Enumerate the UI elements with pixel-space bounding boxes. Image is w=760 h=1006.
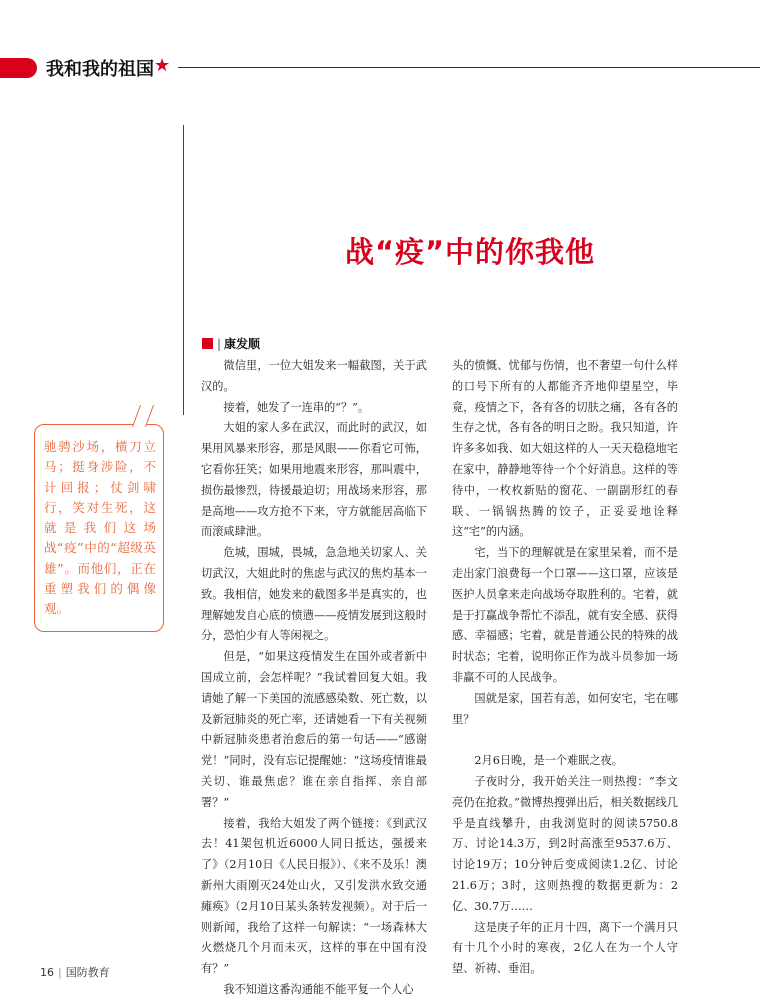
body-column-left — [201, 356, 427, 1001]
star-icon: ★ — [154, 55, 171, 76]
paragraph: 大姐的家人多在武汉，而此时的武汉，如果用风暴来形容，那是风眼——你看它可怖，它看你狂笑；如果用地震来形容，那叫震中，损伤最惨烈，待援最迫切；用战场来形容，那是高地——攻方抢不下来，守方就能居高临下而滚咸肆泄。 — [201, 421, 427, 539]
author-name: 康发顺 — [224, 337, 261, 351]
author-divider: | — [217, 336, 222, 351]
paragraph: 子夜时分，我开始关注一则热搜：“李文亮仍在抢救。”微博热搜弹出后，相关数据线几乎是直线攀升，由我浏览时的阅读5750.8万、讨论14.3万，到2时高涨至9537.6万、讨论19万；10分钟后变成阅读1.2亿、讨论21.6万；3时，这则热搜的数据更新为：2亿、30.7万…… — [452, 774, 678, 913]
paragraph: 国就是家，国若有恙，如何安宅，宅在哪里？ — [452, 691, 678, 726]
page-footer — [40, 964, 110, 980]
paragraph: 但是，“如果这疫情发生在国外或者新中国成立前，会怎样呢？”我试着回复大姐。我请她了解一下美国的流感感染数、死亡数，以及新冠肺炎的死亡率，还请她看一下有关视频中新冠肺炎患者治愈后的第一句话——“感谢党！”同时，没有忘记提醒她：“这场疫情谁最关切、谁最焦虑？谁在亲自指挥、亲自部署？” — [201, 650, 427, 809]
section-title: 我和我的祖国 — [46, 59, 154, 80]
author-mark-icon — [202, 338, 213, 349]
magazine-name: 国防教育 — [65, 966, 110, 979]
paragraph: 2月6日晚，是一个难眠之夜。 — [474, 754, 623, 768]
paragraph: 接着，她发了一连串的“？”。 — [223, 400, 370, 414]
pull-quote-text: 驰骋沙场，横刀立马；挺身涉险，不计回报；仗剑啸行，笑对生死，这就是我们这场战“疫”中的“超级英雄”。而他们，正在重塑我们的偶像观。 — [44, 439, 156, 617]
paragraph: 我不知道这番沟通能不能平复一个人心 — [223, 982, 414, 996]
paragraph: 宅，当下的理解就是在家里呆着，而不是走出家门浪费每一个口罩——这口罩，应该是医护人员拿来走向战场夺取胜利的。宅着，就是于打赢战争帮忙不添乱，就有安全感、获得感、幸福感；宅着，就是普通公民的特殊的战时状态；宅着，说明你正作为战斗员参加一场非赢不可的人民战争。 — [452, 546, 678, 684]
section-gap — [452, 730, 678, 751]
paragraph: 接着，我给大姐发了两个链接：《到武汉去！41架包机近6000人同日抵达，强援来了》（2月10日《人民日报》）、《来不及乐！澳新州大雨刚灭24处山火，又引发洪水致交通瘫痪》（2月10日某头条转发视频）。对于后一则新闻，我给了这样一句解读：“一场森林大火燃烧几个月而未灭，这样的事在中国有没有？” — [201, 816, 427, 976]
paragraph: 危城，围城，畏城，急急地关切家人、关切武汉，大姐此时的焦虑与武汉的焦灼基本一致。我相信，她发来的截图多半是真实的，也理解她发自心底的愤懑——疫情发展到这般时分，恐怕少有人等闲视之。 — [201, 546, 427, 643]
page-number: 16 — [40, 966, 54, 979]
footer-divider: | — [58, 966, 62, 979]
paragraph: 这是庚子年的正月十四，离下一个满月只有十几个小时的寒夜，2亿人在为一个人守望、祈祷、垂泪。 — [452, 920, 678, 976]
body-column-right — [452, 356, 678, 980]
paragraph: 头的愤慨、忧郁与伤情，也不奢望一句什么样的口号下所有的人都能齐齐地仰望星空，毕竟，疫情之下，各有各的切肤之痛，各有各的生存之忧，各有各的明日之盼。我只知道，许许多多如我、如大姐这样的人一天天稳稳地宅在家中，静静地等待一个个好消息。这样的等待中，一枚枚新贴的窗花、一副副形红的春联、一锅锅热腾的饺子，正妥妥地诠释这“宅”的内涵。 — [452, 359, 678, 539]
author-byline — [202, 335, 260, 352]
paragraph: 微信里，一位大姐发来一幅截图，关于武汉的。 — [201, 359, 427, 393]
article-title: 战“疫”中的你我他 — [344, 235, 596, 269]
header-red-tab — [0, 58, 37, 78]
header-rule — [178, 67, 760, 68]
